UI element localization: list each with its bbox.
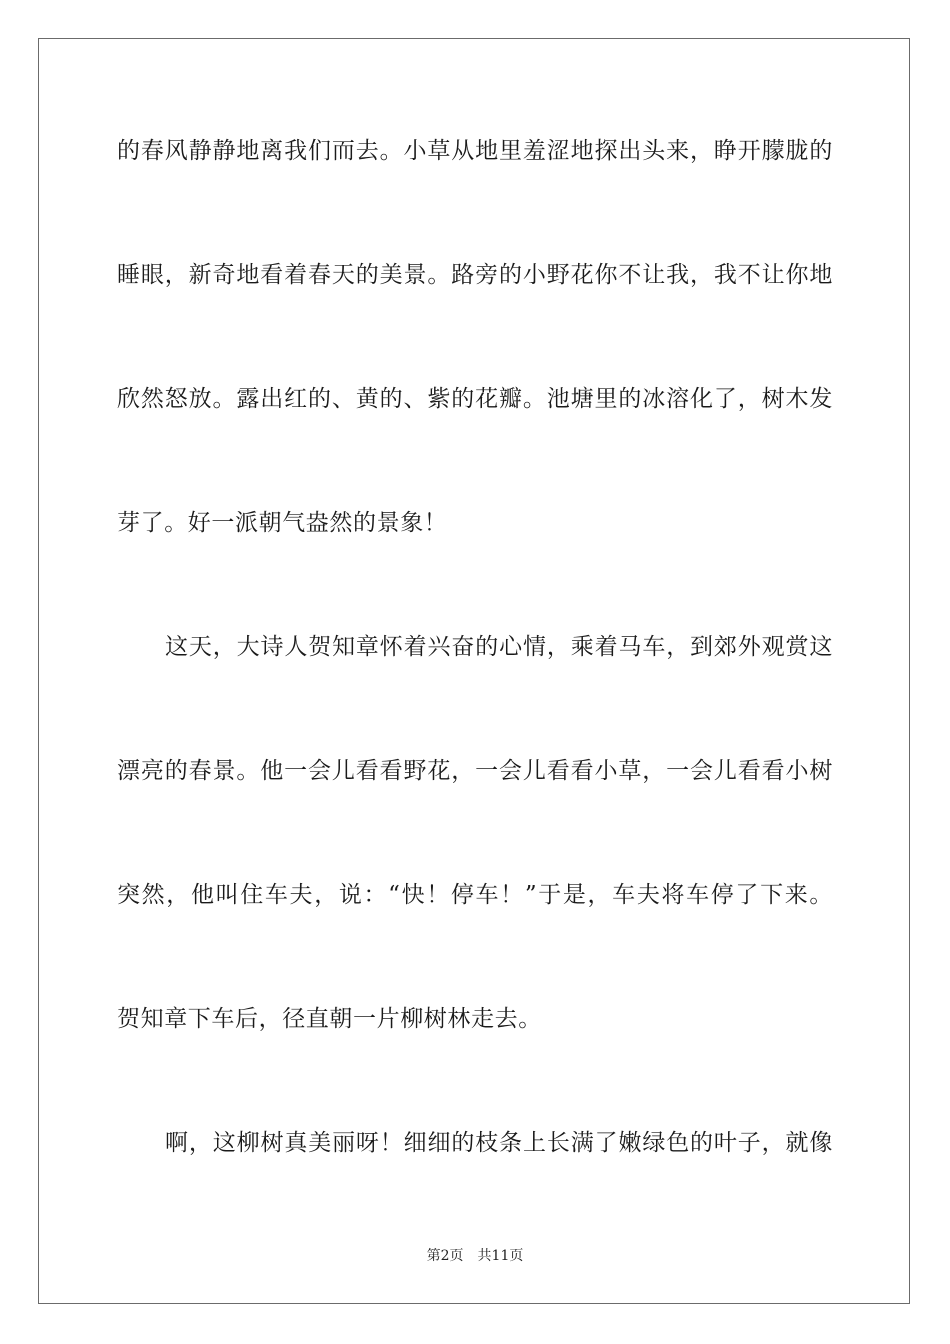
text-line-5: 这天，大诗人贺知章怀着兴奋的心情，乘着马车，到郊外观赏这: [165, 634, 833, 660]
text-line-1: 的春风静静地离我们而去。小草从地里羞涩地探出头来，睁开朦胧的: [117, 138, 833, 164]
text-line-2: 睡眼，新奇地看着春天的美景。路旁的小野花你不让我，我不让你地: [117, 262, 833, 288]
text-line-3: 欣然怒放。露出红的、黄的、紫的花瓣。池塘里的冰溶化了，树木发: [117, 386, 833, 412]
page-footer: [0, 1247, 950, 1265]
text-line-8: 贺知章下车后，径直朝一片柳树林走去。: [117, 1006, 542, 1032]
text-line-9: 啊，这柳树真美丽呀！细细的枝条上长满了嫩绿色的叶子，就像: [165, 1130, 833, 1156]
text-line-7: 突然，他叫住车夫，说：“快！停车！”于是，车夫将车停了下来。: [117, 882, 833, 908]
page-total: 共11页: [477, 1248, 524, 1264]
text-line-4: 芽了。好一派朝气盎然的景象！: [117, 510, 448, 536]
text-line-6: 漂亮的春景。他一会儿看看野花，一会儿看看小草，一会儿看看小树: [117, 758, 833, 784]
page-number: 第2页: [426, 1248, 464, 1264]
page-border: [38, 38, 910, 1304]
